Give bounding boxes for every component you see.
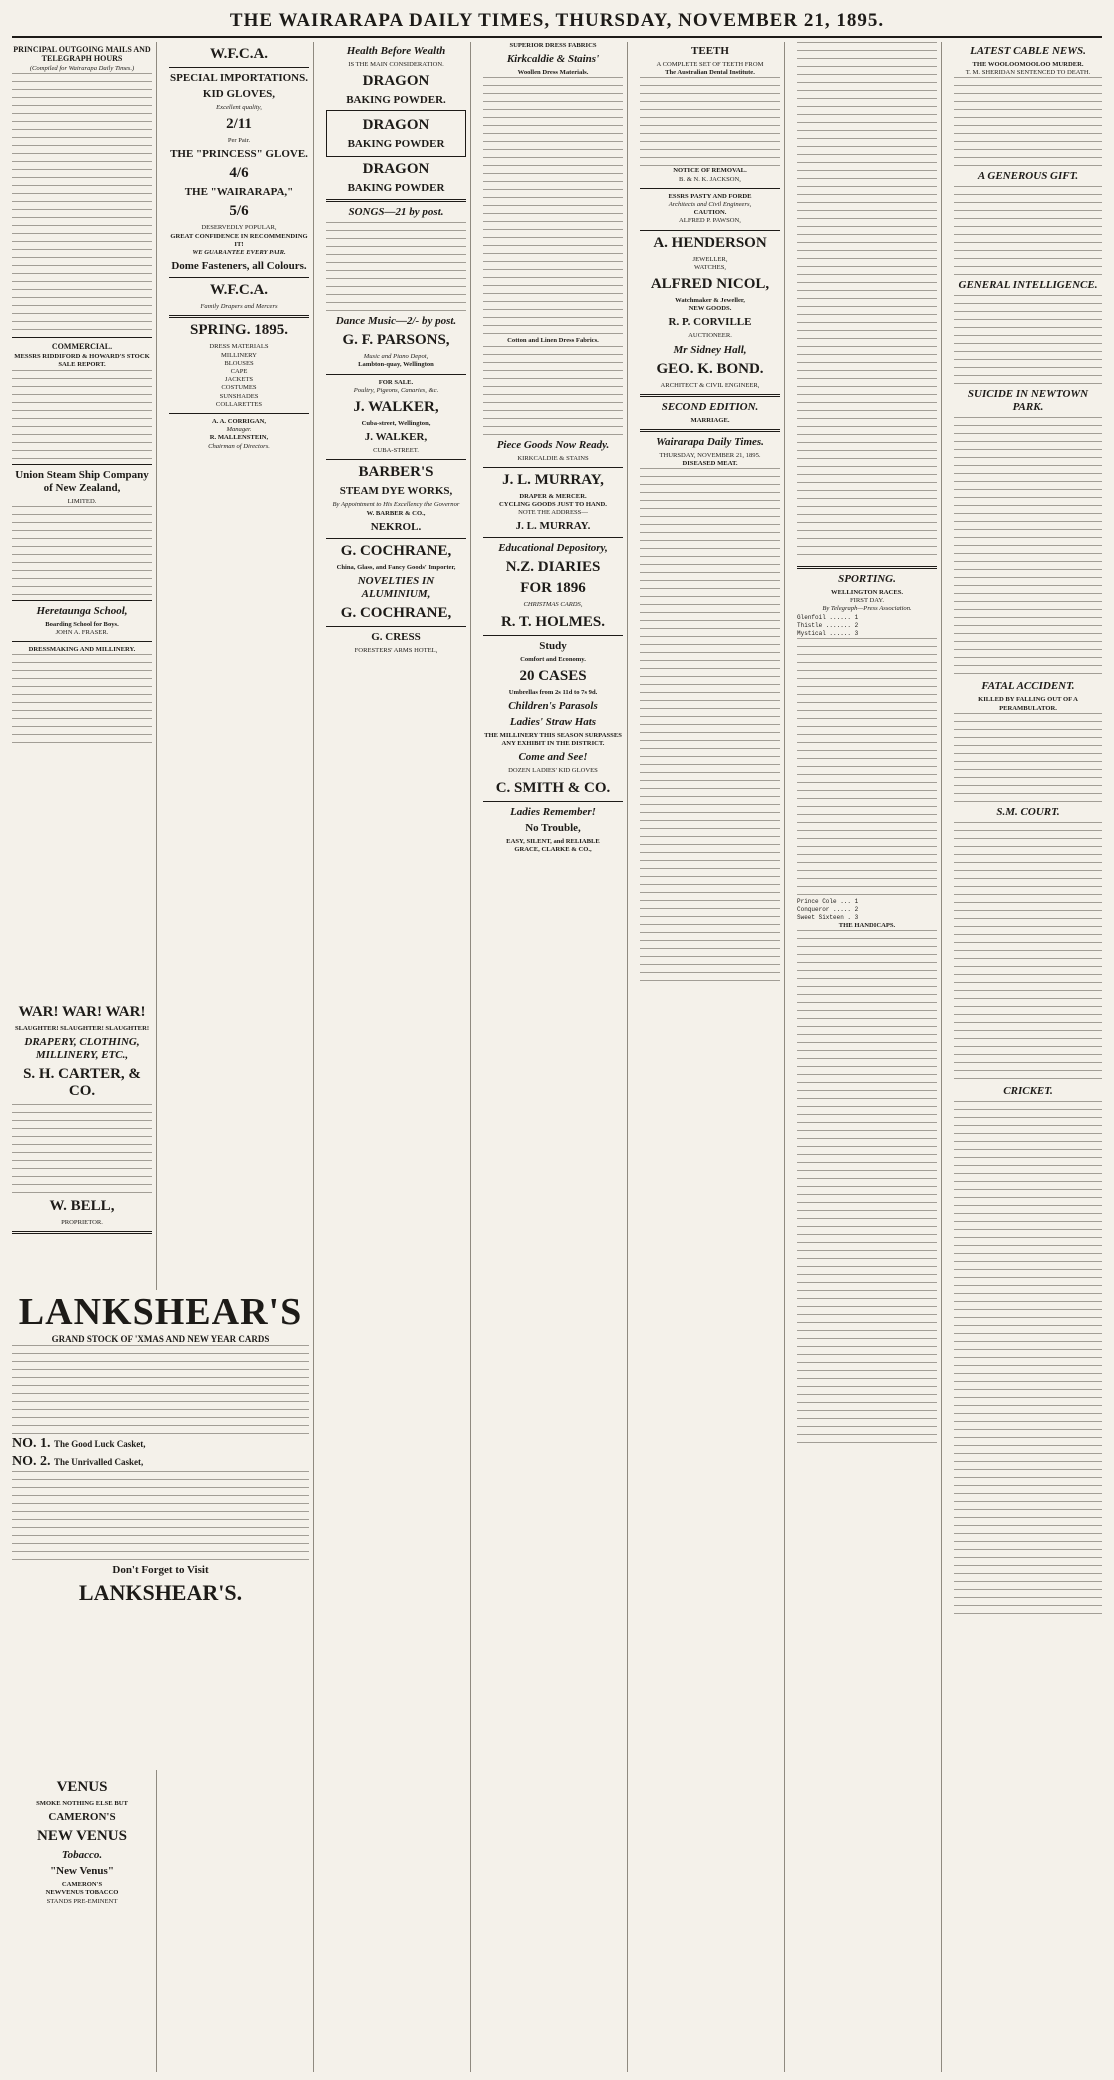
baking-1: BAKING POWDER. xyxy=(346,94,446,107)
grace-clarke: GRACE, CLARKE & CO., xyxy=(514,845,592,853)
suicide-text xyxy=(954,417,1102,677)
price-2-11: 2/11 xyxy=(226,116,252,133)
mails-heading: PRINCIPAL OUTGOING MAILS AND TELEGRAPH HOURS xyxy=(13,45,151,63)
sporting: SPORTING. xyxy=(838,573,896,585)
venus-ad xyxy=(8,1775,157,2070)
cochrane: G. COCHRANE, xyxy=(340,542,452,559)
smith: C. SMITH & CO. xyxy=(495,779,611,796)
fatal-text xyxy=(954,713,1102,803)
poultry: Poultry, Pigeons, Canaries, &c. xyxy=(353,386,439,394)
diseased-meat: DISEASED MEAT. xyxy=(682,460,738,468)
spring-item: COSTUMES xyxy=(221,384,257,392)
race-result: Thistle ....... 2 xyxy=(797,621,859,629)
divider xyxy=(483,801,623,802)
nekrol: NEKROL. xyxy=(370,520,422,533)
dental-institute: The Australian Dental Institute. xyxy=(665,69,755,77)
divider xyxy=(326,459,466,460)
cycling: CYCLING GOODS JUST TO HAND. xyxy=(499,501,607,509)
divider xyxy=(483,467,623,468)
new-venus-quote: "New Venus" xyxy=(50,1865,114,1878)
nicol-sub: Watchmaker & Jeweller, xyxy=(675,297,745,305)
new-goods: NEW GOODS. xyxy=(688,305,732,313)
parsons: G. F. PARSONS, xyxy=(342,332,450,349)
dragon-1: DRAGON xyxy=(362,73,430,90)
no-1-text: The Good Luck Casket, xyxy=(54,1439,146,1449)
henderson: A. HENDERSON xyxy=(653,234,767,251)
race-result: Sweet Sixteen . 3 xyxy=(797,913,859,921)
spring-item: BLOUSES xyxy=(224,359,254,367)
column-5 xyxy=(636,42,785,2072)
divider xyxy=(797,566,937,569)
race-result: Conqueror ..... 2 xyxy=(797,905,859,913)
union-subheading: LIMITED. xyxy=(67,497,97,505)
dragon-2: DRAGON xyxy=(362,117,430,134)
dance-heading: Dance Music—2/- by post. xyxy=(335,315,457,328)
new-venus: NEW VENUS xyxy=(37,1828,127,1845)
race-text xyxy=(797,638,937,898)
fatal-accident: FATAL ACCIDENT. xyxy=(981,680,1075,693)
ks: KIRKCALDIE & STAINS xyxy=(517,454,589,462)
pawson: ALFRED P. PAWSON, xyxy=(679,217,741,225)
aluminium: NOVELTIES IN ALUMINIUM, xyxy=(357,575,435,601)
jackson: B. & N. K. JACKSON, xyxy=(679,175,741,183)
column-7 xyxy=(950,42,1106,2072)
kirkcaldie: Kirkcaldie & Stains' xyxy=(506,53,600,66)
cotton-linen: Cotton and Linen Dress Fabrics. xyxy=(507,337,599,345)
family-drapers: Family Drapers and Mercers xyxy=(200,303,278,311)
baking-2: BAKING POWDER xyxy=(347,138,445,151)
carter: S. H. CARTER, & CO. xyxy=(23,1066,141,1100)
suicide: SUICIDE IN NEWTOWN PARK. xyxy=(967,388,1089,414)
mallenstein: R. MALLENSTEIN, xyxy=(209,434,269,442)
corrigan-title: Manager. xyxy=(226,426,252,434)
mails-text xyxy=(12,73,152,333)
appointment: By Appointment to His Excellency the Governor xyxy=(332,501,460,509)
murray: J. L. MURRAY, xyxy=(502,471,604,488)
cricket: CRICKET. xyxy=(1003,1084,1053,1097)
educational: Educational Depository, xyxy=(498,542,608,555)
bell: W. BELL, xyxy=(49,1198,115,1215)
nvt: NEWVENUS TOBACCO xyxy=(45,1889,119,1897)
dye-works: STEAM DYE WORKS, xyxy=(339,485,453,498)
walker: J. WALKER, xyxy=(353,399,439,416)
divider xyxy=(640,429,780,432)
dateline: THURSDAY, NOVEMBER 21, 1895. xyxy=(659,452,761,460)
marriage: MARRIAGE. xyxy=(690,416,730,424)
per-pair: Per Pair. xyxy=(227,137,251,145)
mails-subheading: (Compiled for Wairarapa Daily Times.) xyxy=(29,65,135,72)
article-text xyxy=(640,468,780,988)
parsons-loc: Lambton-quay, Wellington xyxy=(358,361,434,369)
cress: G. CRESS xyxy=(371,631,421,644)
divider xyxy=(326,538,466,539)
price-5-6: 5/6 xyxy=(229,203,249,220)
stock-report-heading: MESSRS RIDDIFORD & HOWARD'S STOCK SALE REPORT. xyxy=(14,353,150,369)
barber-co: W. BARBER & CO., xyxy=(366,509,426,517)
walker-2: J. WALKER, xyxy=(364,431,428,444)
cress-sub: FORESTERS' ARMS HOTEL, xyxy=(354,647,438,655)
health-heading: Health Before Wealth xyxy=(346,45,446,57)
come-see: Come and See! xyxy=(518,751,588,764)
corville: R. P. CORVILLE xyxy=(668,316,752,329)
divider xyxy=(12,600,152,601)
divider xyxy=(169,413,309,414)
lankshear-text xyxy=(12,1345,309,1435)
note-address: NOTE THE ADDRESS— xyxy=(518,509,588,517)
race-result: Mystical ...... 3 xyxy=(797,629,859,637)
generous-gift: A GENEROUS GIFT. xyxy=(977,170,1079,183)
lankshear-foot: LANKSHEAR'S. xyxy=(78,1580,243,1605)
paper-title: Wairarapa Daily Times. xyxy=(656,436,764,449)
barber: BARBER'S xyxy=(358,464,434,481)
divider xyxy=(169,67,309,68)
spring-item: JACKETS xyxy=(224,376,254,384)
guarantee: WE GUARANTEE EVERY PAIR. xyxy=(192,249,286,257)
no-trouble: No Trouble, xyxy=(525,821,581,834)
lankshear-text-2 xyxy=(12,1471,309,1561)
column-6 xyxy=(793,42,942,2072)
school-heading: Heretaunga School, xyxy=(36,604,128,617)
special-importations: SPECIAL IMPORTATIONS. xyxy=(170,72,308,84)
teeth: TEETH xyxy=(691,45,729,57)
gloves: DOZEN LADIES' KID GLOVES xyxy=(508,767,598,775)
superior-dress: SUPERIOR DRESS FABRICS xyxy=(509,42,597,49)
union-heading: Union Steam Ship Company of New Zealand, xyxy=(15,468,149,494)
no-2: NO. 2. xyxy=(12,1454,51,1469)
by-telegraph: By Telegraph—Press Association. xyxy=(822,605,912,613)
comfort: Comfort and Economy. xyxy=(520,655,586,663)
cricket-text xyxy=(954,1101,1102,1621)
cameron-2: CAMERON'S xyxy=(61,1881,103,1889)
dressmaking-text xyxy=(12,654,152,744)
corrigan: A. A. CORRIGAN, xyxy=(211,418,267,426)
dental-text xyxy=(640,77,780,167)
wfca-heading-2: W.F.C.A. xyxy=(209,282,269,299)
divider xyxy=(640,394,780,397)
wfca-heading: W.F.C.A. xyxy=(209,46,269,62)
murder: THE WOOLOOMOOLOO MURDER. xyxy=(972,61,1084,68)
school-master: JOHN A. FRASER. xyxy=(55,629,109,637)
masthead: THE WAIRARAPA DAILY TIMES, THURSDAY, NOVEMBER 21, 1895. xyxy=(12,10,1102,38)
cases: 20 CASES xyxy=(519,667,587,684)
songs-list xyxy=(326,222,466,312)
hats: Ladies' Straw Hats xyxy=(509,716,597,729)
lankshear-grand: GRAND STOCK OF 'XMAS AND NEW YEAR CARDS xyxy=(51,1334,270,1344)
divider xyxy=(326,626,466,627)
notice-removal: NOTICE OF REMOVAL. xyxy=(673,167,747,175)
stands: STANDS PRE-EMINENT xyxy=(46,1897,118,1905)
walker-2-sub: CUBA-STREET. xyxy=(373,447,419,455)
bond: GEO. K. BOND. xyxy=(656,360,764,377)
bond-sub: ARCHITECT & CIVIL ENGINEER, xyxy=(660,381,760,389)
teeth-sub: A COMPLETE SET OF TEETH FROM xyxy=(656,61,764,68)
school-subheading: Boarding School for Boys. xyxy=(45,620,119,628)
no-2-text: The Unrivalled Casket, xyxy=(54,1457,144,1467)
divider xyxy=(640,230,780,231)
millinery-season: THE MILLINERY THIS SEASON SURPASSES ANY EXHIBIT IN THE DISTRICT. xyxy=(484,732,622,748)
cable-text xyxy=(954,77,1102,167)
princess-glove: THE "PRINCESS" GLOVE. xyxy=(170,148,308,161)
divider xyxy=(326,374,466,375)
sm-court: S.M. COURT. xyxy=(996,805,1060,818)
murray-2: J. L. MURRAY. xyxy=(515,520,591,533)
auctioneer: AUCTIONEER. xyxy=(688,332,732,340)
easy-silent: EASY, SILENT, and RELIABLE xyxy=(506,837,600,845)
column-3 xyxy=(322,42,471,2072)
dragon-3: DRAGON xyxy=(362,161,430,178)
war: WAR! WAR! WAR! xyxy=(18,1004,146,1020)
kid-gloves: KID GLOVES, xyxy=(202,88,276,100)
spring-item: SUNSHADES xyxy=(219,392,259,400)
umbrellas: Umbrellas from 2s 11d to 7s 9d. xyxy=(508,688,598,696)
spring-item: DRESS MATERIALS xyxy=(209,343,269,351)
caution: CAUTION. xyxy=(693,209,727,217)
venus: VENUS xyxy=(56,1779,108,1795)
general-intelligence: GENERAL INTELLIGENCE. xyxy=(958,279,1098,292)
watches: WATCHES, xyxy=(693,263,727,271)
tobacco: Tobacco. xyxy=(61,1849,103,1862)
divider xyxy=(12,337,152,338)
walker-sub: Cuba-street, Wellington, xyxy=(361,420,431,428)
cotton-text xyxy=(483,346,623,436)
spring-item: CAPE xyxy=(230,368,248,376)
divider xyxy=(326,199,466,202)
handicaps: THE HANDICAPS. xyxy=(838,921,896,929)
spring-heading: SPRING. 1895. xyxy=(190,322,288,339)
divider xyxy=(169,277,309,278)
baking-3: BAKING POWDER xyxy=(347,182,445,195)
divider xyxy=(12,1231,152,1234)
great-confidence: GREAT CONFIDENCE IN RECOMMENDING IT! xyxy=(170,232,308,248)
murray-sub: DRAPER & MERCER. xyxy=(519,492,587,500)
divider xyxy=(169,315,309,318)
races: WELLINGTON RACES. xyxy=(830,589,904,596)
column-4 xyxy=(479,42,628,2072)
diaries: N.Z. DIARIES xyxy=(505,559,601,576)
kid-gloves-sub: Excellent quality, xyxy=(216,104,262,111)
spring-item: COLLARETTES xyxy=(215,400,263,408)
race-result: Prince Cole ... 1 xyxy=(797,897,859,905)
first-day: FIRST DAY. xyxy=(850,597,884,605)
slaughter: SLAUGHTER! SLAUGHTER! SLAUGHTER! xyxy=(14,1025,150,1032)
christmas-cards: CHRISTMAS CARDS, xyxy=(523,601,583,609)
holmes: R. T. HOLMES. xyxy=(500,613,606,630)
commercial-heading: COMMERCIAL. xyxy=(51,342,113,352)
pasty-forde: ESSRS PASTY AND FORDE xyxy=(668,192,752,200)
bell-sub: PROPRIETOR. xyxy=(61,1219,103,1227)
piece-goods: Piece Goods Now Ready. xyxy=(496,438,610,451)
carter-text xyxy=(12,1104,152,1194)
health-sub: IS THE MAIN CONSIDERATION. xyxy=(348,61,444,68)
woollen-text xyxy=(483,77,623,337)
wairarapa-glove: THE "WAIRARAPA," xyxy=(184,186,294,199)
second-edition: SECOND EDITION. xyxy=(661,400,759,413)
woollen: Woollen Dress Materials. xyxy=(517,69,589,77)
diaries-year: FOR 1896 xyxy=(520,580,586,597)
nicol: ALFRED NICOL, xyxy=(650,276,770,293)
sidney-hall: Mr Sidney Hall, xyxy=(673,343,747,356)
gift-text xyxy=(954,186,1102,276)
lankshear-title: LANKSHEAR'S xyxy=(18,1291,303,1333)
for-sale: FOR SALE. xyxy=(378,378,414,386)
parsons-sub: Music and Piano Depot, xyxy=(363,353,429,361)
spring-item: MILLINERY xyxy=(221,351,257,359)
latest-cable: LATEST CABLE NEWS. xyxy=(970,45,1086,57)
perambulator: KILLED BY FALLING OUT OF A PERAMBULATOR. xyxy=(978,696,1078,712)
cameron: CAMERON'S xyxy=(48,1811,116,1824)
no-1: NO. 1. xyxy=(12,1436,51,1451)
dressmaking-heading: DRESSMAKING AND MILLINERY. xyxy=(28,646,136,654)
songs-heading: SONGS—21 by post. xyxy=(348,206,444,219)
stock-report-text xyxy=(12,370,152,460)
pasty-sub: Architects and Civil Engineers, xyxy=(668,201,752,209)
ladies-remember: Ladies Remember! xyxy=(510,805,596,818)
divider xyxy=(12,641,152,642)
dont-forget: Don't Forget to Visit xyxy=(112,1564,209,1576)
divider xyxy=(483,537,623,538)
price-4-6: 4/6 xyxy=(229,165,249,182)
sentence: T. M. SHERIDAN SENTENCED TO DEATH. xyxy=(965,69,1091,77)
dome-fasteners: Dome Fasteners, all Colours. xyxy=(171,260,307,273)
lankshear-ad xyxy=(8,1290,314,1770)
divider xyxy=(640,188,780,189)
handicap-text xyxy=(797,930,937,1450)
china-glass: China, Glass, and Fancy Goods' Importer, xyxy=(336,563,456,571)
deservedly-popular: DESERVEDLY POPULAR, xyxy=(201,224,277,232)
divider xyxy=(483,635,623,636)
race-result: Glenfoil ...... 1 xyxy=(797,613,859,621)
drapery: DRAPERY, CLOTHING, MILLINERY, ETC., xyxy=(24,1036,140,1062)
article-text xyxy=(797,42,937,562)
divider xyxy=(12,464,152,465)
study: Study xyxy=(539,639,567,652)
mallenstein-title: Chairman of Directors. xyxy=(208,442,270,450)
smoke-nothing: SMOKE NOTHING ELSE BUT xyxy=(36,1800,128,1807)
jeweller: JEWELLER, xyxy=(692,255,728,263)
parasols: Children's Parasols xyxy=(508,700,598,713)
union-text xyxy=(12,506,152,596)
intel-text xyxy=(954,295,1102,385)
court-text xyxy=(954,822,1102,1082)
cochrane-2: G. COCHRANE, xyxy=(340,605,452,622)
